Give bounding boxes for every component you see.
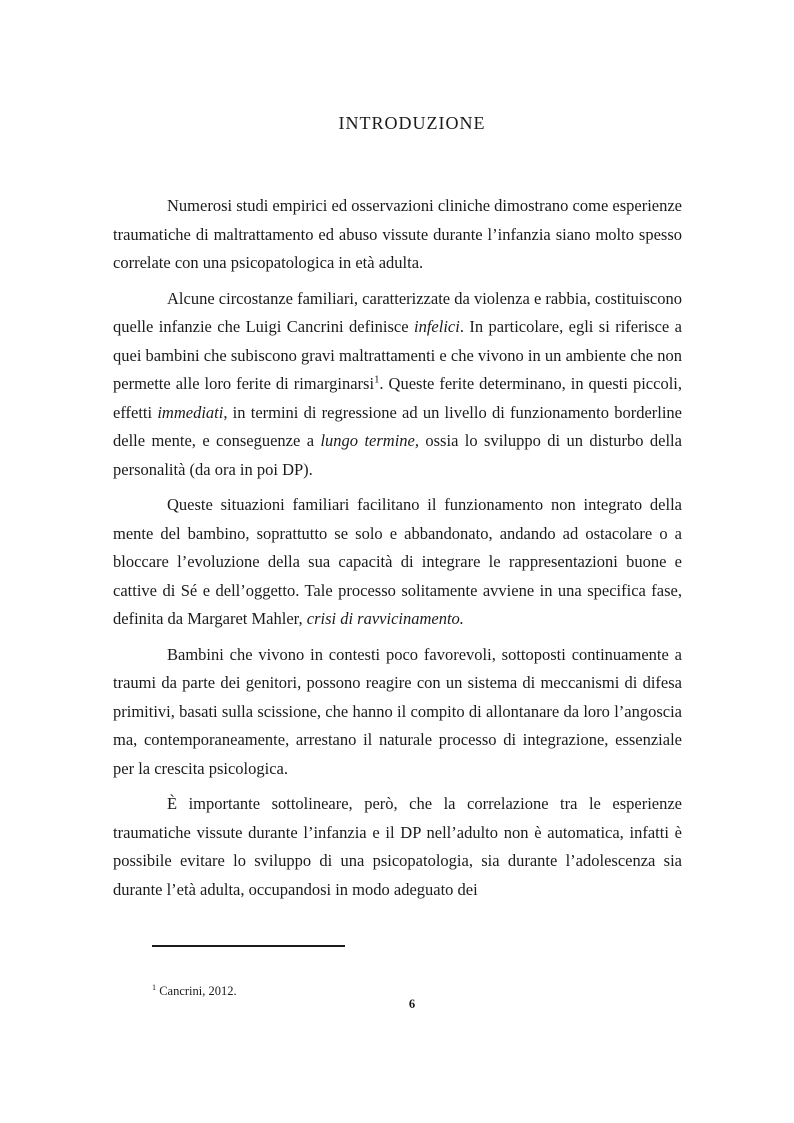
paragraph: Bambini che vivono in contesti poco favorevoli, sottoposti continuamente a traumi da parte dei genitori, possono reagire con un sistema di meccanismi di difesa primitivi, basati sulla scissione, che hanno il compito di allontanare da loro l’angoscia ma, contemporaneamente, arrestano il naturale processo di integrazione, essenziale per la crescita psicologica. — [113, 644, 682, 778]
paragraph: Queste situazioni familiari facilitano il funzionamento non integrato della mente del bambino, soprattutto se solo e abbandonato, andando ad ostacolare o a bloccare l’evoluzione della sua capacità di integrare le rappresentazioni buone e cattive di Sé e dell’oggetto. Tale processo solitamente avviene in una specifica fase, definita da Margaret Mahler, crisi di ravvicinamento. — [113, 495, 682, 628]
section-title: INTRODUZIONE — [338, 113, 486, 133]
paragraph: È importante sottolineare, però, che la correlazione tra le esperienze traumatiche vissute durante l’infanzia e il DP nell’adulto non è automatica, infatti è possibile evitare lo sviluppo di una psicopatologia, sia durante l’adolescenza sia durante l’età adulta, occupandosi in modo adeguato dei — [113, 794, 682, 899]
paragraph: Alcune circostanze familiari, caratterizzate da violenza e rabbia, costituiscono quelle infanzie che Luigi Cancrini definisce infelici. In particolare, egli si riferisce a quei bambini che subiscono gravi maltrattamenti e che vivono in un ambiente che non permette alle loro ferite di rimarginarsi$^1$. Queste ferite determinano, in questi piccoli, effetti immediati, in termini di regressione ad un livello di funzionamento borderline delle mente, e conseguenze a lungo termine, ossia lo sviluppo di un disturbo della personalità (da ora in poi DP). — [113, 288, 682, 479]
footnote: $^1$ Cancrini, 2012. — [152, 982, 237, 998]
paragraph: Numerosi studi empirici ed osservazioni cliniche dimostrano come esperienze traumatiche di maltrattamento ed abuso vissute durante l’infanzia siano molto spesso correlate con una psicopatologica in età adulta. — [113, 196, 683, 272]
footnote-separator — [152, 945, 345, 947]
body-paragraphs — [113, 192, 682, 911]
page-number: 6 — [408, 997, 416, 1011]
